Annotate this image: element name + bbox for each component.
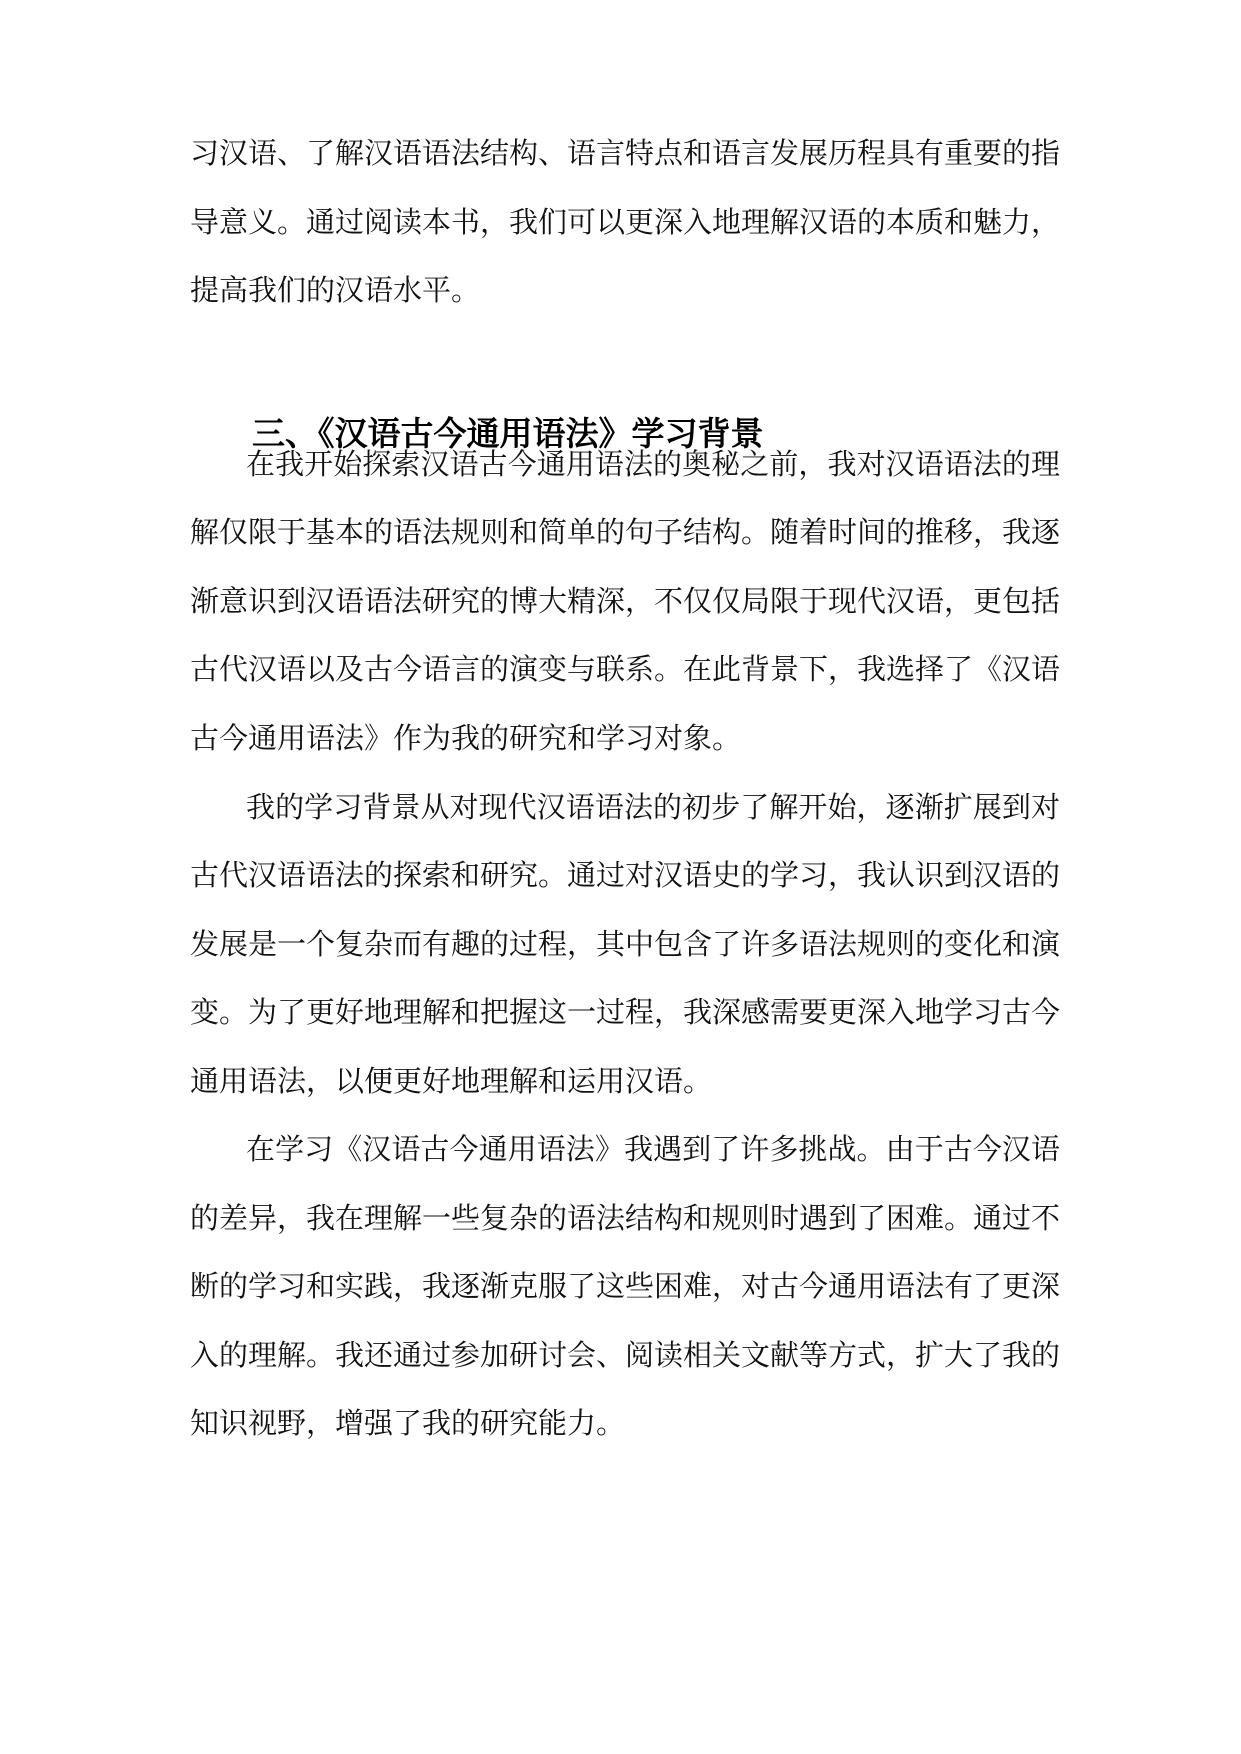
text-line: 我的学习背景从对现代汉语语法的初步了解开始，逐渐扩展到对 xyxy=(246,790,1060,824)
text-line: 习汉语、了解汉语语法结构、语言特点和语言发展历程具有重要的指 xyxy=(190,136,1061,170)
text-line: 入的理解。我还通过参加研讨会、阅读相关文献等方式，扩大了我的 xyxy=(190,1338,1061,1372)
text-line: 导意义。通过阅读本书，我们可以更深入地理解汉语的本质和魅力， xyxy=(190,205,1061,239)
text-line: 古代汉语语法的探索和研究。通过对汉语史的学习，我认识到汉语的 xyxy=(190,858,1061,892)
text-line: 通用语法，以便更好地理解和运用汉语。 xyxy=(190,1064,713,1098)
text-line: 断的学习和实践，我逐渐克服了这些困难，对古今通用语法有了更深 xyxy=(190,1269,1061,1303)
text-line: 的差异，我在理解一些复杂的语法结构和规则时遇到了困难。通过不 xyxy=(190,1201,1061,1235)
text-line: 提高我们的汉语水平。 xyxy=(190,273,481,307)
text-line: 古今通用语法》作为我的研究和学习对象。 xyxy=(190,721,742,755)
text-line: 古代汉语以及古今语言的演变与联系。在此背景下，我选择了《汉语 xyxy=(190,652,1061,686)
text-line: 发展是一个复杂而有趣的过程，其中包含了许多语法规则的变化和演 xyxy=(190,927,1061,961)
text-line: 在学习《汉语古今通用语法》我遇到了许多挑战。由于古今汉语 xyxy=(246,1132,1060,1166)
text-line: 变。为了更好地理解和把握这一过程，我深感需要更深入地学习古今 xyxy=(190,995,1061,1029)
text-line: 在我开始探索汉语古今通用语法的奥秘之前，我对汉语语法的理 xyxy=(246,447,1060,481)
text-line: 渐意识到汉语语法研究的博大精深，不仅仅局限于现代汉语，更包括 xyxy=(190,584,1061,618)
text-line: 知识视野，增强了我的研究能力。 xyxy=(190,1406,626,1440)
text-line: 解仅限于基本的语法规则和简单的句子结构。随着时间的推移，我逐 xyxy=(190,515,1061,549)
section-heading: 三、《汉语古今通用语法》学习背景 xyxy=(252,414,764,453)
